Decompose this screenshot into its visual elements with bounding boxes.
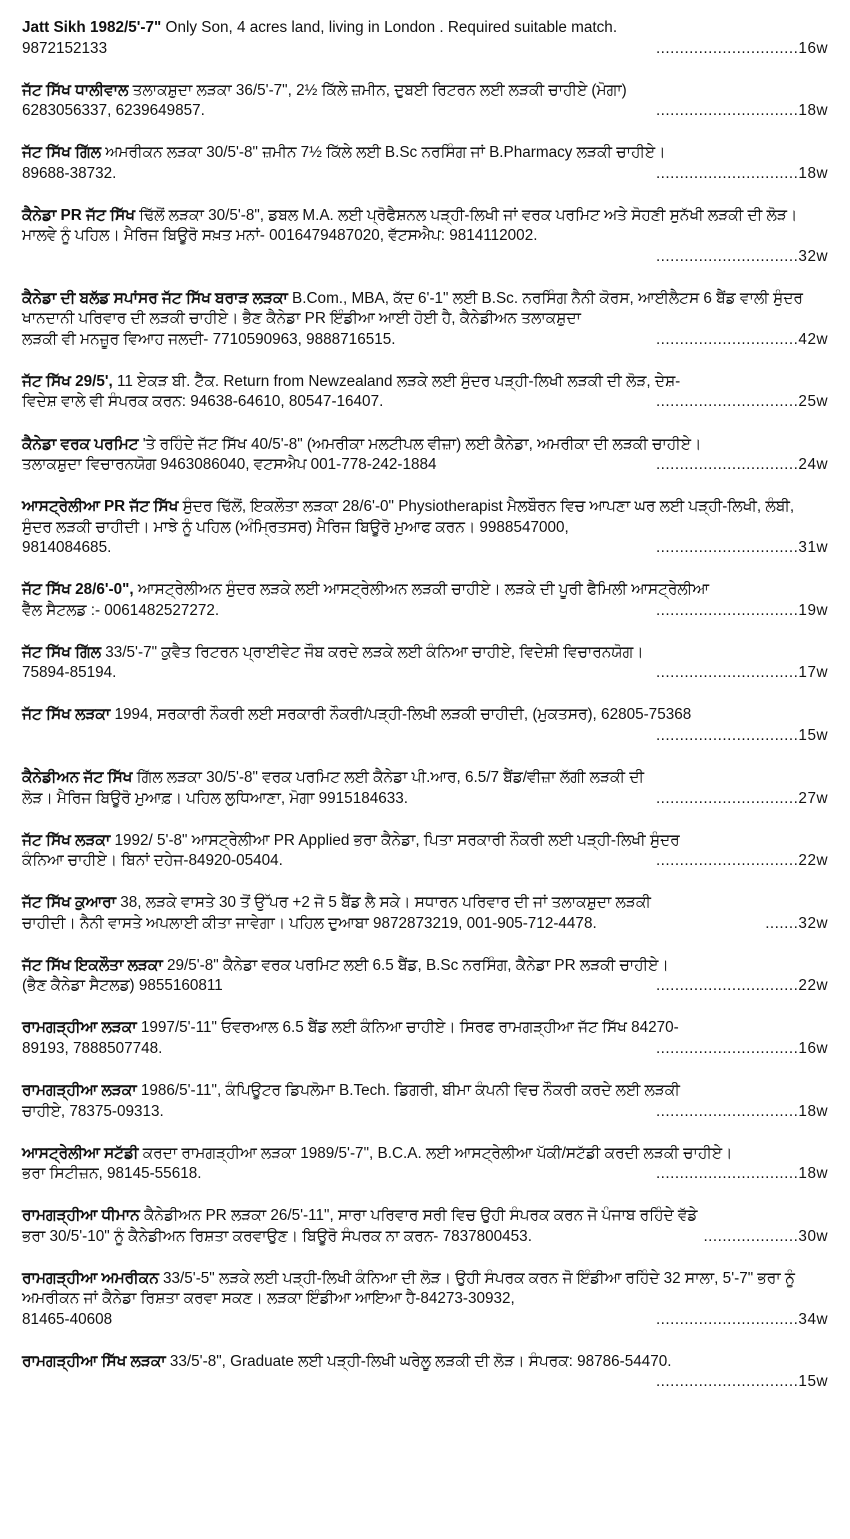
ad-lead: ਕੈਨੇਡਾ ਦੀ ਬਲੱਡ ਸਪਾਂਸਰ ਜੱਟ ਸਿੱਖ ਬਰਾੜ ਲੜਕਾ <box>22 289 288 307</box>
ad-lead: ਆਸਟ੍ਰੇਲੀਆ ਸਟੱਡੀ <box>22 1144 139 1162</box>
ad-1 <box>22 18 828 59</box>
ad-text: 33/5'-8", Graduate ਲਈ ਪੜ੍ਹੀ-ਲਿਖੀ ਘਰੇਲੂ ਲੜਕੀ ਦੀ ਲੋੜ। ਸੰਪਰਕ: 98786-54470. <box>165 1352 672 1370</box>
ad-contact: ਵਿਦੇਸ਼ ਵਾਲੇ ਵੀ ਸੰਪਰਕ ਕਰਨ: 94638-64610, 80547-16407. <box>22 393 384 411</box>
ad-contact: 9814084685. <box>22 539 112 557</box>
ad-lead: ਜੱਟ ਸਿੱਖ ਕੁਆਰਾ <box>22 894 117 912</box>
ad-lead: ਜੱਟ ਸਿੱਖ ਧਾਲੀਵਾਲ <box>22 81 129 99</box>
ad-13 <box>22 831 828 872</box>
ad-text: 1992/ 5'-8" ਆਸਟ੍ਰੇਲੀਆ PR Applied ਭਰਾ ਕੈਨੇਡਾ, ਪਿਤਾ ਸਰਕਾਰੀ ਨੌਕਰੀ ਲਈ ਪੜ੍ਹੀ-ਲਿਖੀ ਸੁੰਦਰ <box>110 831 680 849</box>
ad-text: ਕੈਨੇਡੀਅਨ PR ਲੜਕਾ 26/5'-11", ਸਾਰਾ ਪਰਿਵਾਰ ਸਰੀ ਵਿਚ ਉਹੀ ਸੰਪਰਕ ਕਰਨ ਜੋ ਪੰਜਾਬ ਰਹਿੰਦੇ ਵੱਡੇ <box>139 1207 698 1225</box>
ad-contact: (ਭੈਣ ਕੈਨੇਡਾ ਸੈਟਲਡ) 9855160811 <box>22 977 223 995</box>
ad-contact: ਤਲਾਕਸ਼ੁਦਾ ਵਿਚਾਰਨਯੋਗ 9463086040, ਵਟਸਐਪ 001-778-242-1884 <box>22 456 437 474</box>
ad-2 <box>22 81 828 122</box>
ad-15 <box>22 956 828 997</box>
ad-contact: 75894-85194. <box>22 664 117 682</box>
ad-20 <box>22 1269 828 1331</box>
ad-lead: ਕੈਨੇਡਾ ਵਰਕ ਪਰਮਿਟ <box>22 435 139 453</box>
ad-6 <box>22 372 828 413</box>
ad-word-count: ....................30w <box>703 1227 828 1245</box>
ad-text: ਤਲਾਕਸ਼ੁਦਾ ਲੜਕਾ 36/5'-7", 2½ ਕਿੱਲੇ ਜ਼ਮੀਨ, ਦੁਬਈ ਰਿਟਰਨ ਲਈ ਲੜਕੀ ਚਾਹੀਏ (ਮੋਗਾ) <box>128 81 627 99</box>
ad-17 <box>22 1081 828 1122</box>
ad-text: ਆਸਟ੍ਰੇਲੀਅਨ ਸੁੰਦਰ ਲੜਕੇ ਲਈ ਆਸਟ੍ਰੇਲੀਅਨ ਲੜਕੀ ਚਾਹੀਏ। ਲੜਕੇ ਦੀ ਪੂਰੀ ਫੈਮਿਲੀ ਆਸਟ੍ਰੇਲੀਆ <box>133 581 709 599</box>
ad-word-count: ..............................17w <box>655 664 828 682</box>
ad-contact: 89193, 7888507748. <box>22 1039 163 1057</box>
ad-5 <box>22 289 828 351</box>
ad-word-count: ..............................32w <box>655 247 828 265</box>
ad-lead: ਰਾਮਗੜ੍ਹੀਆ ਲੜਕਾ <box>22 1082 137 1099</box>
ad-contact: ਕੰਨਿਆ ਚਾਹੀਏ। ਬਿਨਾਂ ਦਹੇਜ-84920-05404. <box>22 852 283 870</box>
ad-text: 11 ਏਕੜ ਬੀ. ਟੈੱਕ. Return from Newzealand ਲੜਕੇ ਲਈ ਸੁੰਦਰ ਪੜ੍ਹੀ-ਲਿਖੀ ਲੜਕੀ ਦੀ ਲੋੜ, ਦੇਸ਼- <box>112 372 681 390</box>
ad-word-count: ..............................27w <box>655 789 828 807</box>
ad-word-count: ..............................15w <box>655 1373 828 1391</box>
ad-text: ਢਿੱਲੋਂ ਲੜਕਾ 30/5'-8", ਡਬਲ M.A. ਲਈ ਪ੍ਰੋਫੈਸ਼ਨਲ ਪੜ੍ਹੀ-ਲਿਖੀ ਜਾਂ ਵਰਕ ਪਰਮਿਟ ਅਤੇ ਸੋਹਣੀ ਸੁਨੱਖੀ ਲੜਕੀ ਦੀ ਲੋੜ। ਮਾਲਵੇ ਨੂੰ ਪਹਿਲ। ਮੈਰਿਜ ਬਿਊਰੋ ਸਖ਼ਤ ਮਨਾਂ- 0016479487020, ਵੱਟਸਐਪ: 9814112002. <box>22 206 798 245</box>
ad-11 <box>22 705 828 746</box>
ad-text: 'ਤੇ ਰਹਿੰਦੇ ਜੱਟ ਸਿੱਖ 40/5'-8" (ਅਮਰੀਕਾ ਮਲਟੀਪਲ ਵੀਜ਼ਾ) ਲਈ ਕੈਨੇਡਾ, ਅਮਰੀਕਾ ਦੀ ਲੜਕੀ ਚਾਹੀਏ। <box>138 435 702 453</box>
ad-contact: ਚਾਹੀਏ, 78375-09313. <box>22 1102 164 1120</box>
ad-text: 29/5'-8" ਕੈਨੇਡਾ ਵਰਕ ਪਰਮਿਟ ਲਈ 6.5 ਬੈਂਡ, B.Sc ਨਰਸਿੰਗ, ਕੈਨੇਡਾ PR ਲੜਕੀ ਚਾਹੀਏ। <box>162 956 669 974</box>
ad-8 <box>22 497 828 559</box>
ad-lead: ਜੱਟ ਸਿੱਖ ਗਿੱਲ <box>22 144 102 162</box>
ad-text: 1994, ਸਰਕਾਰੀ ਨੌਕਰੀ ਲਈ ਸਰਕਾਰੀ ਨੌਕਰੀ/ਪੜ੍ਹੀ-ਲਿਖੀ ਲੜਕੀ ਚਾਹੀਦੀ, (ਮੁਕਤਸਰ), 62805-75368 <box>110 706 692 724</box>
ad-text: 33/5'-7" ਕੁਵੈਤ ਰਿਟਰਨ ਪ੍ਰਾਈਵੇਟ ਜੌਬ ਕਰਦੇ ਲੜਕੇ ਲਈ ਕੰਨਿਆ ਚਾਹੀਏ, ਵਿਦੇਸ਼ੀ ਵਿਚਾਰਨਯੋਗ। <box>101 643 644 661</box>
ad-word-count: ..............................22w <box>655 852 828 870</box>
ad-lead: ਕੈਨੇਡਾ PR ਜੱਟ ਸਿੱਖ <box>22 206 135 224</box>
ad-9 <box>22 580 828 621</box>
ad-word-count: ..............................18w <box>655 164 828 182</box>
ad-contact: ਵੈੱਲ ਸੈਟਲਡ :- 0061482527272. <box>22 601 220 619</box>
ad-16 <box>22 1018 828 1059</box>
ad-12 <box>22 768 828 809</box>
ad-3 <box>22 143 828 184</box>
ad-19 <box>22 1206 828 1247</box>
ad-word-count: ..............................25w <box>655 393 828 411</box>
ad-text: 33/5'-5" ਲੜਕੇ ਲਈ ਪੜ੍ਹੀ-ਲਿਖੀ ਕੰਨਿਆ ਦੀ ਲੋੜ। ਉਹੀ ਸੰਪਰਕ ਕਰਨ ਜੋ ਇੰਡੀਆ ਰਹਿੰਦੇ 32 ਸਾਲਾ, 5'-7" ਭਰਾ ਨੂੰ ਅਮਰੀਕਨ ਜਾਂ ਕੈਨੇਡਾ ਰਿਸ਼ਤਾ ਕਰਵਾ ਸਕਣ। ਲੜਕਾ ਇੰਡੀਆ ਆਇਆ ਹੈ-84273-30932, <box>22 1269 795 1308</box>
ad-lead: ਜੱਟ ਸਿੱਖ ਗਿੱਲ <box>22 643 102 661</box>
ad-lead: ਜੱਟ ਸਿੱਖ 28/6'-0", <box>22 581 134 599</box>
ad-word-count: ..............................24w <box>655 456 828 474</box>
ad-text: ਕਰਦਾ ਰਾਮਗੜ੍ਹੀਆ ਲੜਕਾ 1989/5'-7", B.C.A. ਲਈ ਆਸਟ੍ਰੇਲੀਆ ਪੱਕੀ/ਸਟੱਡੀ ਕਰਦੀ ਲੜਕੀ ਚਾਹੀਏ। <box>138 1144 733 1162</box>
ad-word-count: ..............................34w <box>655 1310 828 1328</box>
ad-word-count: ..............................16w <box>655 39 828 57</box>
ad-word-count: ..............................15w <box>655 726 828 744</box>
ad-lead: ਜੱਟ ਸਿੱਖ ਲੜਕਾ <box>22 831 111 849</box>
ad-word-count: ..............................18w <box>655 102 828 120</box>
ad-lead: Jatt Sikh 1982/5'-7" <box>22 19 162 36</box>
ad-text: 38, ਲੜਕੇ ਵਾਸਤੇ 30 ਤੋਂ ਉੱਪਰ +2 ਜੋ 5 ਬੈਂਡ ਲੈ ਸਕੇ। ਸਧਾਰਨ ਪਰਿਵਾਰ ਦੀ ਜਾਂ ਤਲਾਕਸ਼ੁਦਾ ਲੜਕੀ <box>116 894 651 912</box>
ad-lead: ਕੈਨੇਡੀਅਨ ਜੱਟ ਸਿੱਖ <box>22 769 133 787</box>
ad-contact: ਲੋੜ। ਮੈਰਿਜ ਬਿਊਰੋ ਮੁਆਫ਼। ਪਹਿਲ ਲੁਧਿਆਣਾ, ਮੋਗਾ 9915184633. <box>22 789 408 807</box>
ad-contact: 81465-40608 <box>22 1310 113 1328</box>
ad-lead: ਰਾਮਗੜ੍ਹੀਆ ਧੀਮਾਨ <box>22 1207 140 1225</box>
ad-21 <box>22 1352 828 1393</box>
ad-word-count: ..............................42w <box>655 330 828 348</box>
ad-4 <box>22 206 828 268</box>
ad-text: Only Son, 4 acres land, living in London . Required suitable match. <box>161 19 618 36</box>
ad-10 <box>22 643 828 684</box>
ad-lead: ਰਾਮਗੜ੍ਹੀਆ ਅਮਰੀਕਨ <box>22 1269 159 1287</box>
ad-word-count: ..............................31w <box>655 539 828 557</box>
ad-lead: ਜੱਟ ਸਿੱਖ ਲੜਕਾ <box>22 706 111 724</box>
ad-contact: ਭਰਾ ਸਿਟੀਜ਼ਨ, 98145-55618. <box>22 1165 202 1183</box>
ad-contact: 89688-38732. <box>22 164 117 182</box>
ad-lead: ਜੱਟ ਸਿੱਖ ਇਕਲੌਤਾ ਲੜਕਾ <box>22 956 163 974</box>
ad-contact: ਚਾਹੀਦੀ। ਨੈਨੀ ਵਾਸਤੇ ਅਪਲਾਈ ਕੀਤਾ ਜਾਵੇਗਾ। ਪਹਿਲ ਦੁਆਬਾ 9872873219, 001-905-712-4478. <box>22 914 597 932</box>
ad-18 <box>22 1144 828 1185</box>
ad-text: B.Com., MBA, ਕੱਦ 6'-1" ਲਈ B.Sc. ਨਰਸਿੰਗ ਨੈਨੀ ਕੋਰਸ, ਆਈਲੈਟਸ 6 ਬੈਂਡ ਵਾਲੀ ਸੁੰਦਰ ਖਾਨਦਾਨੀ ਪਰਿਵਾਰ ਦੀ ਲੜਕੀ ਚਾਹੀਏ। ਭੈਣ ਕੈਨੇਡਾ PR ਇੰਡੀਆ ਆਈ ਹੋਈ ਹੈ, ਕੈਨੇਡੀਅਨ ਤਲਾਕਸ਼ੁਦਾ <box>22 289 803 328</box>
ad-14 <box>22 893 828 934</box>
ad-contact: 9872152133 <box>22 39 108 57</box>
ad-contact: ਲੜਕੀ ਵੀ ਮਨਜ਼ੂਰ ਵਿਆਹ ਜਲਦੀ- 7710590963, 9888716515. <box>22 330 396 348</box>
ad-word-count: ..............................16w <box>655 1039 828 1057</box>
ad-text: 1986/5'-11", ਕੰਪਿਊਟਰ ਡਿਪਲੋਮਾ B.Tech. ਡਿਗਰੀ, ਬੀਮਾ ਕੰਪਨੀ ਵਿਚ ਨੌਕਰੀ ਕਰਦੇ ਲਈ ਲੜਕੀ <box>136 1082 680 1099</box>
ad-text: 1997/5'-11" ਓਵਰਆਲ 6.5 ਬੈਂਡ ਲਈ ਕੰਨਿਆ ਚਾਹੀਏ। ਸਿਰਫ ਰਾਮਗੜ੍ਹੀਆ ਜੱਟ ਸਿੱਖ 84270- <box>136 1019 679 1037</box>
ad-text: ਅਮਰੀਕਨ ਲੜਕਾ 30/5'-8" ਜ਼ਮੀਨ 7½ ਕਿੱਲੇ ਲਈ B.Sc ਨਰਸਿੰਗ ਜਾਂ B.Pharmacy ਲੜਕੀ ਚਾਹੀਏ। <box>101 144 666 162</box>
ad-word-count: ..............................18w <box>655 1102 828 1120</box>
ad-word-count: ..............................22w <box>655 977 828 995</box>
ad-text: ਸੁੰਦਰ ਢਿੱਲੋਂ, ਇਕਲੌਤਾ ਲੜਕਾ 28/6'-0" Physiotherapist ਮੈਲਬੌਰਨ ਵਿਚ ਆਪਣਾ ਘਰ ਲਈ ਪੜ੍ਹੀ-ਲਿਖੀ, ਲੰਬੀ, ਸੁੰਦਰ ਲੜਕੀ ਚਾਹੀਦੀ। ਮਾਝੇ ਨੂੰ ਪਹਿਲ (ਅੰਮ੍ਰਿਤਸਰ) ਮੈਰਿਜ ਬਿਊਰੋ ਮੁਆਫ ਕਰਨ। 9988547000, <box>22 498 795 536</box>
ad-contact: ਭਰਾ 30/5'-10" ਨੂੰ ਕੈਨੇਡੀਅਨ ਰਿਸ਼ਤਾ ਕਰਵਾਉਣ। ਬਿਊਰੋ ਸੰਪਰਕ ਨਾ ਕਰਨ- 7837800453. <box>22 1227 532 1245</box>
ad-lead: ਰਾਮਗੜ੍ਹੀਆ ਸਿੱਖ ਲੜਕਾ <box>22 1352 166 1370</box>
ad-lead: ਆਸਟ੍ਰੇਲੀਆ PR ਜੱਟ ਸਿੱਖ <box>22 498 179 516</box>
ad-word-count: ..............................18w <box>655 1165 828 1183</box>
ad-word-count: .......32w <box>765 914 828 932</box>
ad-lead: ਜੱਟ ਸਿੱਖ 29/5', <box>22 372 113 390</box>
ad-contact: 6283056337, 6239649857. <box>22 102 205 120</box>
ad-7 <box>22 435 828 476</box>
ad-word-count: ..............................19w <box>655 601 828 619</box>
ad-text: ਗਿੱਲ ਲੜਕਾ 30/5'-8" ਵਰਕ ਪਰਮਿਟ ਲਈ ਕੈਨੇਡਾ ਪੀ.ਆਰ, 6.5/7 ਬੈਂਡ/ਵੀਜ਼ਾ ਲੱਗੀ ਲੜਕੀ ਦੀ <box>132 769 644 787</box>
ad-lead: ਰਾਮਗੜ੍ਹੀਆ ਲੜਕਾ <box>22 1019 137 1037</box>
